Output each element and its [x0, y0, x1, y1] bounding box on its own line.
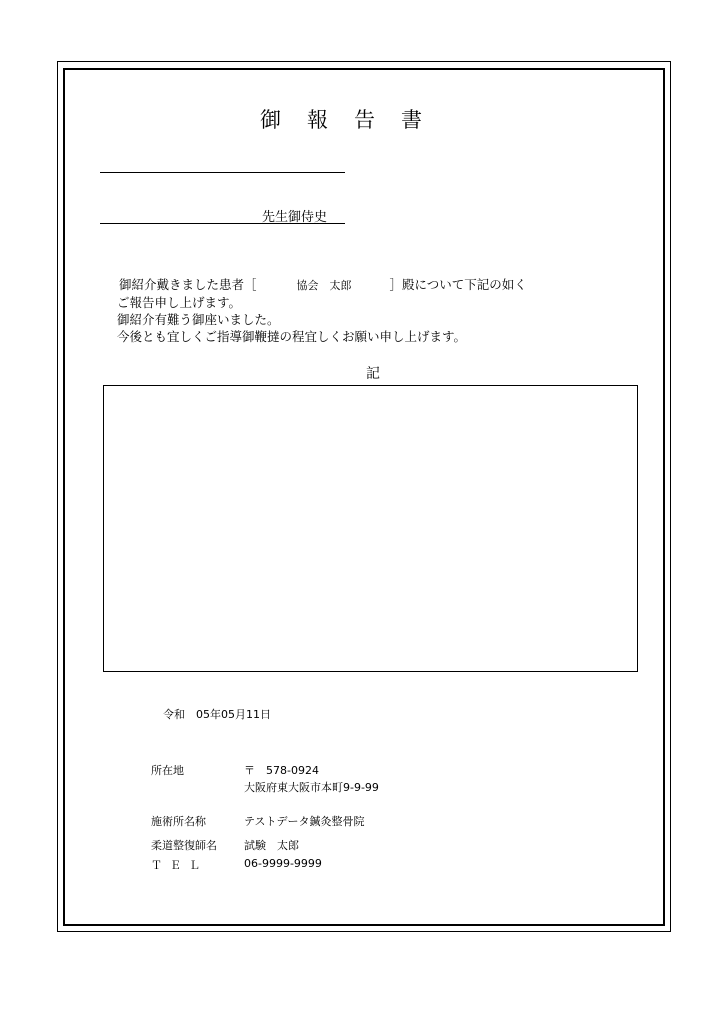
ki-label: 記 [366, 366, 380, 382]
intro-line-3: 御紹介有難う御座いました。 [117, 312, 280, 327]
tel-label: ＴＥＬ [151, 859, 208, 872]
intro-suffix: ］殿について下記の如く [389, 277, 527, 292]
practitioner-label: 柔道整復師名 [151, 839, 217, 852]
report-content-box [103, 385, 638, 672]
doctor-suffix: 先生御侍史 [262, 210, 328, 225]
clinic-name-label: 施術所名称 [151, 815, 206, 828]
practitioner-name: 試験 太郎 [244, 839, 299, 852]
document-title: 御報告書 [260, 108, 448, 132]
intro-line-4: 今後とも宜しくご指導御鞭撻の程宜しくお願い申し上げます。 [117, 329, 467, 344]
clinic-name: テストデータ鍼灸整骨院 [244, 815, 365, 828]
intro-prefix: 御紹介戴きました患者［ [119, 277, 257, 292]
postal-code: 〒 578-0924 [244, 764, 319, 777]
doctor-line [100, 223, 345, 224]
tel-number: 06-9999-9999 [244, 857, 322, 870]
intro-line-1 [119, 276, 527, 295]
intro-line-2: ご報告申し上げます。 [117, 295, 242, 310]
address-label: 所在地 [151, 764, 184, 777]
recipient-line [100, 172, 345, 173]
report-date: 令和 05年05月11日 [163, 708, 271, 721]
patient-name: 協会 太郎 [296, 279, 352, 292]
address: 大阪府東大阪市本町9-9-99 [244, 781, 379, 794]
